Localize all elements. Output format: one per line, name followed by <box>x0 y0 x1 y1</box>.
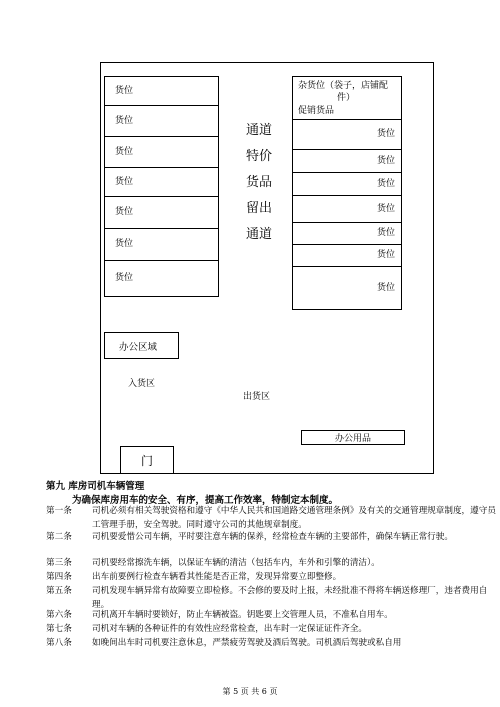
slot-label: 货位 <box>115 239 134 249</box>
left-slot-6 <box>104 228 219 261</box>
right-slot-2 <box>292 149 402 173</box>
office-area-label: 办公区域 <box>119 341 158 353</box>
right-slot-7 <box>292 266 402 310</box>
left-slot-5 <box>104 196 219 229</box>
corridor-label: 通道 <box>246 123 273 138</box>
article-number: 第五条 <box>46 586 72 596</box>
article-text: 如晚间出车时司机要注意休息，严禁疲劳驾驶及酒后驾驶。司机酒后驾驶或私自用 <box>92 638 402 648</box>
article-text: 司机对车辆的各种证件的有效性应经常检查，出车时一定保证证件齐全。 <box>92 624 368 634</box>
slot-label: 货位 <box>376 250 395 260</box>
right-slot-4 <box>292 195 402 223</box>
article-1 <box>46 505 500 533</box>
article-text: 司机离开车辆时要锁好，防止车辆被盗。钥匙要上交管理人员，不准私自用车。 <box>92 610 393 620</box>
section-title: 第九 库房司机车辆管理 <box>46 481 145 492</box>
right-slot-5 <box>292 222 402 245</box>
office-area <box>104 332 179 359</box>
slot-label: 货位 <box>376 178 395 189</box>
article-text: 司机发现车辆异常有故障要立即检修。不会修的要及时上报，未经批准不得将车辆送修理厂，违者费用自理。 <box>92 586 488 610</box>
left-slot-2 <box>104 105 219 137</box>
article-number: 第三条 <box>46 558 72 568</box>
article-text: 司机要经常擦洗车辆，以保证车辆的清洁（包括车内，车外和引擎的清洁）。 <box>92 558 380 568</box>
outbound-label: 出货区 <box>243 392 271 402</box>
office-supplies-label: 办公用品 <box>334 434 371 444</box>
corridor-label: 货品 <box>246 175 273 190</box>
article-text: 司机要爱惜公司车辆，平时要注意车辆的保养，经常检查车辆的主要部件，确保车辆正常行驶。 <box>92 532 453 542</box>
article-text: 司机必须有相关驾驶资格和遵守《中华人民共和国道路交通管理条例》及有关的交通管理规章制度，遵守员工管理手册，安全驾驶。同时遵守公司的其他规章制度。 <box>92 506 496 530</box>
left-slot-1 <box>104 76 219 106</box>
slot-label: 货位 <box>115 207 134 217</box>
article-number: 第七条 <box>46 624 72 634</box>
left-slot-4 <box>104 167 219 197</box>
article-number: 第八条 <box>46 638 72 648</box>
slot-label: 货位 <box>115 85 134 96</box>
page-footer: 第 5 页 共 6 页 <box>222 687 278 696</box>
slot-label: 货位 <box>376 129 395 139</box>
corridor-label: 留出 <box>246 201 273 216</box>
article-number: 第一条 <box>46 506 72 516</box>
right-slot-6 <box>292 244 402 267</box>
right-slot-3 <box>292 172 402 196</box>
right-slot-1 <box>292 119 402 150</box>
slot-label: 货位 <box>376 228 395 238</box>
slot-label: 货位 <box>115 115 134 126</box>
slot-label: 货位 <box>115 146 134 157</box>
left-slot-7 <box>104 260 219 297</box>
article-number: 第二条 <box>46 532 72 542</box>
door <box>120 446 174 474</box>
corridor-label: 特价 <box>246 149 273 164</box>
slot-label: 货位 <box>115 273 134 283</box>
article-7 <box>46 623 500 637</box>
misc-goods-area: 杂货位（袋子，店铺配 件） 促销货品 <box>292 76 402 120</box>
section-intro: 为确保库房用车的安全、有序，提高工作效率，特制定本制度。 <box>72 495 339 506</box>
article-6 <box>46 609 500 623</box>
article-number: 第六条 <box>46 610 72 620</box>
article-text: 出车前要例行检查车辆看其性能是否正常，发现异常要立即整修。 <box>92 572 342 582</box>
article-number: 第四条 <box>46 572 72 582</box>
slot-label: 货位 <box>376 155 395 166</box>
slot-label: 货位 <box>115 176 134 187</box>
inbound-label: 入货区 <box>128 379 156 389</box>
slot-label: 货位 <box>376 282 395 293</box>
article-3 <box>46 557 500 571</box>
slot-label: 货位 <box>376 203 395 214</box>
article-2 <box>46 531 500 559</box>
article-8 <box>46 637 500 651</box>
door-label: 门 <box>140 453 153 468</box>
office-supplies-area <box>301 430 405 445</box>
article-4 <box>46 571 500 585</box>
left-slot-3 <box>104 136 219 168</box>
corridor-label: 通道 <box>246 227 273 242</box>
